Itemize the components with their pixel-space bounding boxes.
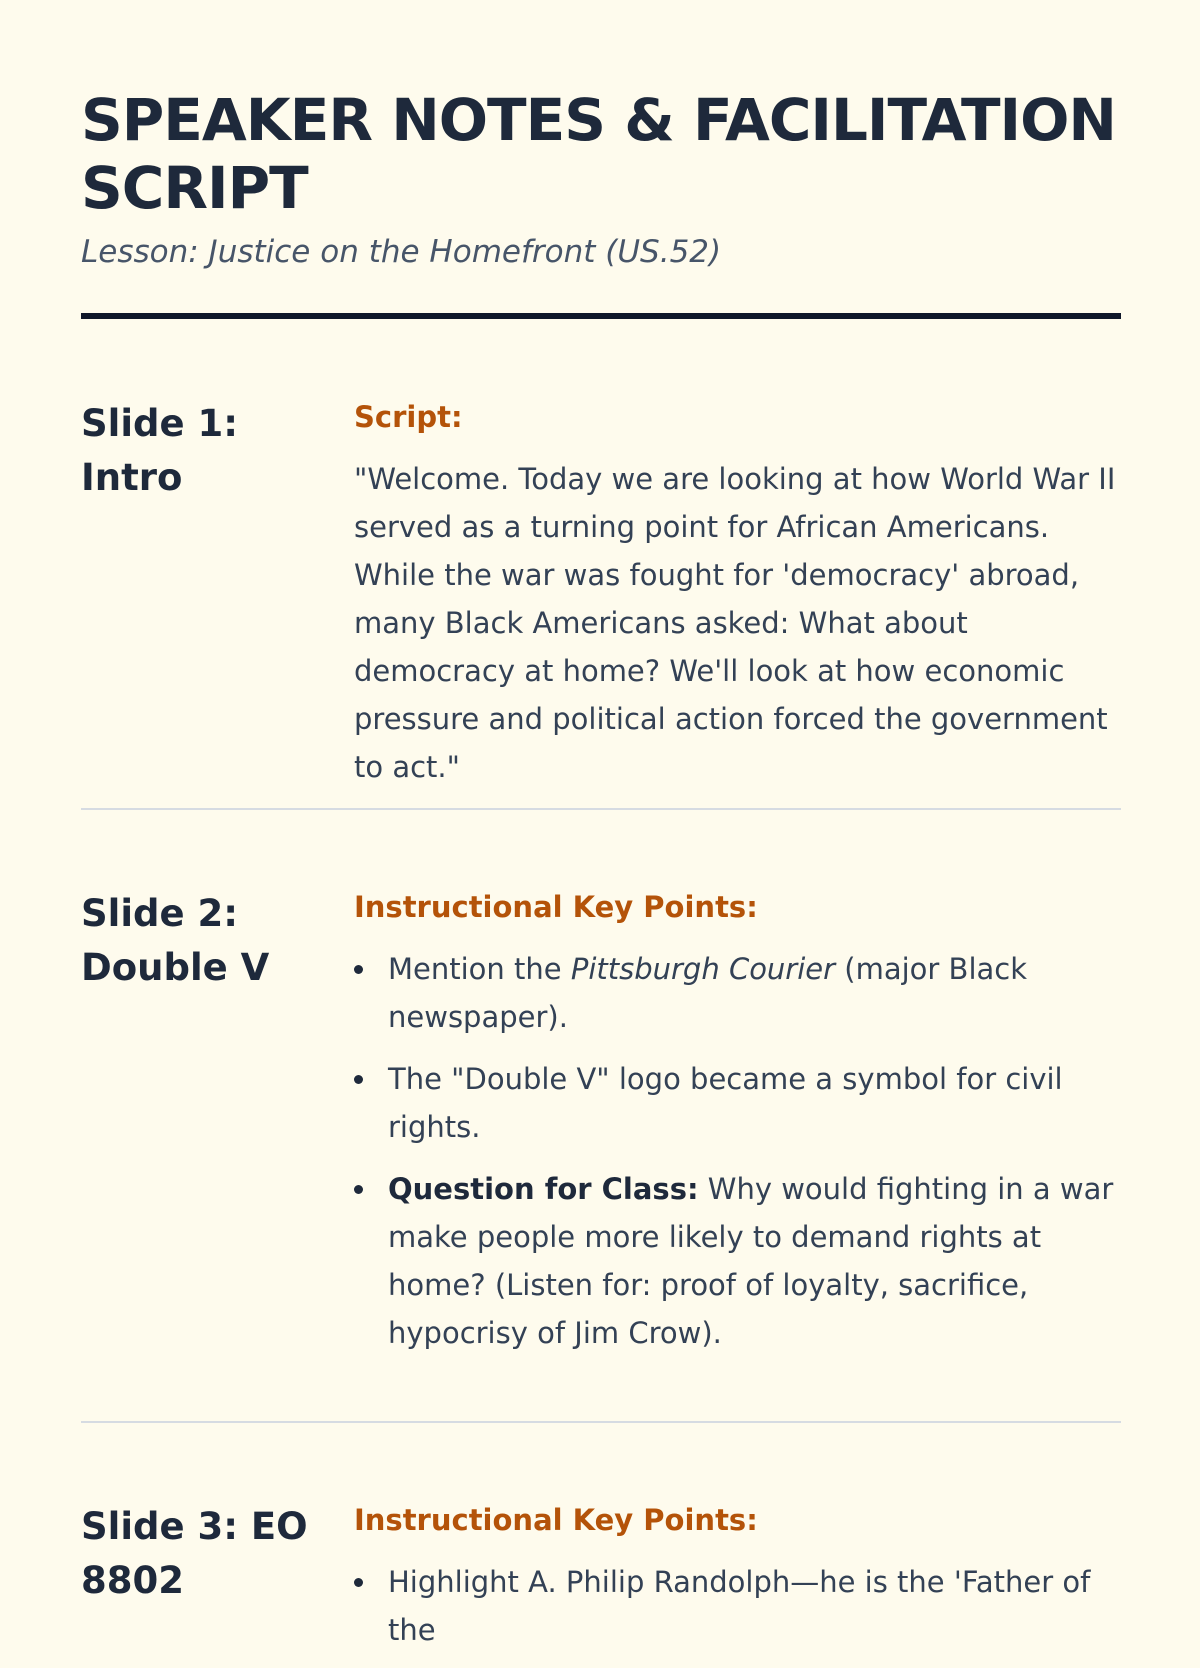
point-text: Mention the	[388, 952, 571, 986]
bullet-icon	[354, 1578, 363, 1587]
key-points-list	[354, 945, 1121, 1357]
question-label: Question for Class:	[388, 1172, 699, 1206]
slide-content	[354, 887, 1121, 1371]
slide-label	[81, 397, 321, 505]
slide-label-line1: Slide 3: EO	[81, 1505, 308, 1548]
list-item	[354, 945, 1121, 1041]
slide-label	[81, 1500, 321, 1608]
newspaper-title: Pittsburgh Courier	[570, 952, 836, 986]
speaker-notes-document	[81, 0, 1121, 1647]
section-divider	[81, 808, 1121, 810]
page-title: SPEAKER NOTES & FACILITATION SCRIPT	[81, 86, 1116, 222]
key-points-list	[354, 1558, 1121, 1654]
point-text: Why would fighting in a war make people more likely to demand rights at home? (Listen for: proof of loyalty, sacrifice, hypocrisy of Jim Crow).	[388, 1172, 1114, 1350]
point-text: Highlight A. Philip Randolph—he is the 'Father of the	[388, 1565, 1091, 1647]
slide-label-line1: Slide 2:	[81, 892, 239, 935]
script-text: "Welcome. Today we are looking at how World War II served as a turning point for African Americans. While the war was fought for 'democracy' abroad, many Black Americans asked: What about democracy at home? We'll look at how economic pressure and political action forced the government to act."	[354, 462, 1116, 784]
list-item	[354, 1558, 1121, 1654]
slide-label-line2: 8802	[81, 1559, 184, 1602]
bullet-icon	[354, 1075, 363, 1084]
lesson-subtitle: Lesson: Justice on the Homefront (US.52)	[81, 234, 722, 270]
key-points-heading: Instructional Key Points:	[354, 890, 758, 924]
slide-label	[81, 887, 321, 995]
slide-label-line2: Intro	[81, 456, 183, 499]
list-item	[354, 1055, 1121, 1151]
bullet-icon	[354, 965, 363, 974]
header-divider	[81, 313, 1121, 319]
bullet-icon	[354, 1185, 363, 1194]
slide-label-line1: Slide 1:	[81, 402, 239, 445]
section-divider	[81, 1421, 1121, 1423]
list-item	[354, 1165, 1121, 1357]
point-text: (major Black newspaper).	[388, 952, 1028, 1034]
slide-label-line2: Double V	[81, 946, 270, 989]
key-points-heading: Instructional Key Points:	[354, 1503, 758, 1537]
script-heading: Script:	[354, 400, 463, 434]
slide-content	[354, 1500, 1121, 1668]
point-text: The "Double V" logo became a symbol for civil rights.	[388, 1062, 1063, 1144]
slide-content	[354, 397, 1121, 791]
